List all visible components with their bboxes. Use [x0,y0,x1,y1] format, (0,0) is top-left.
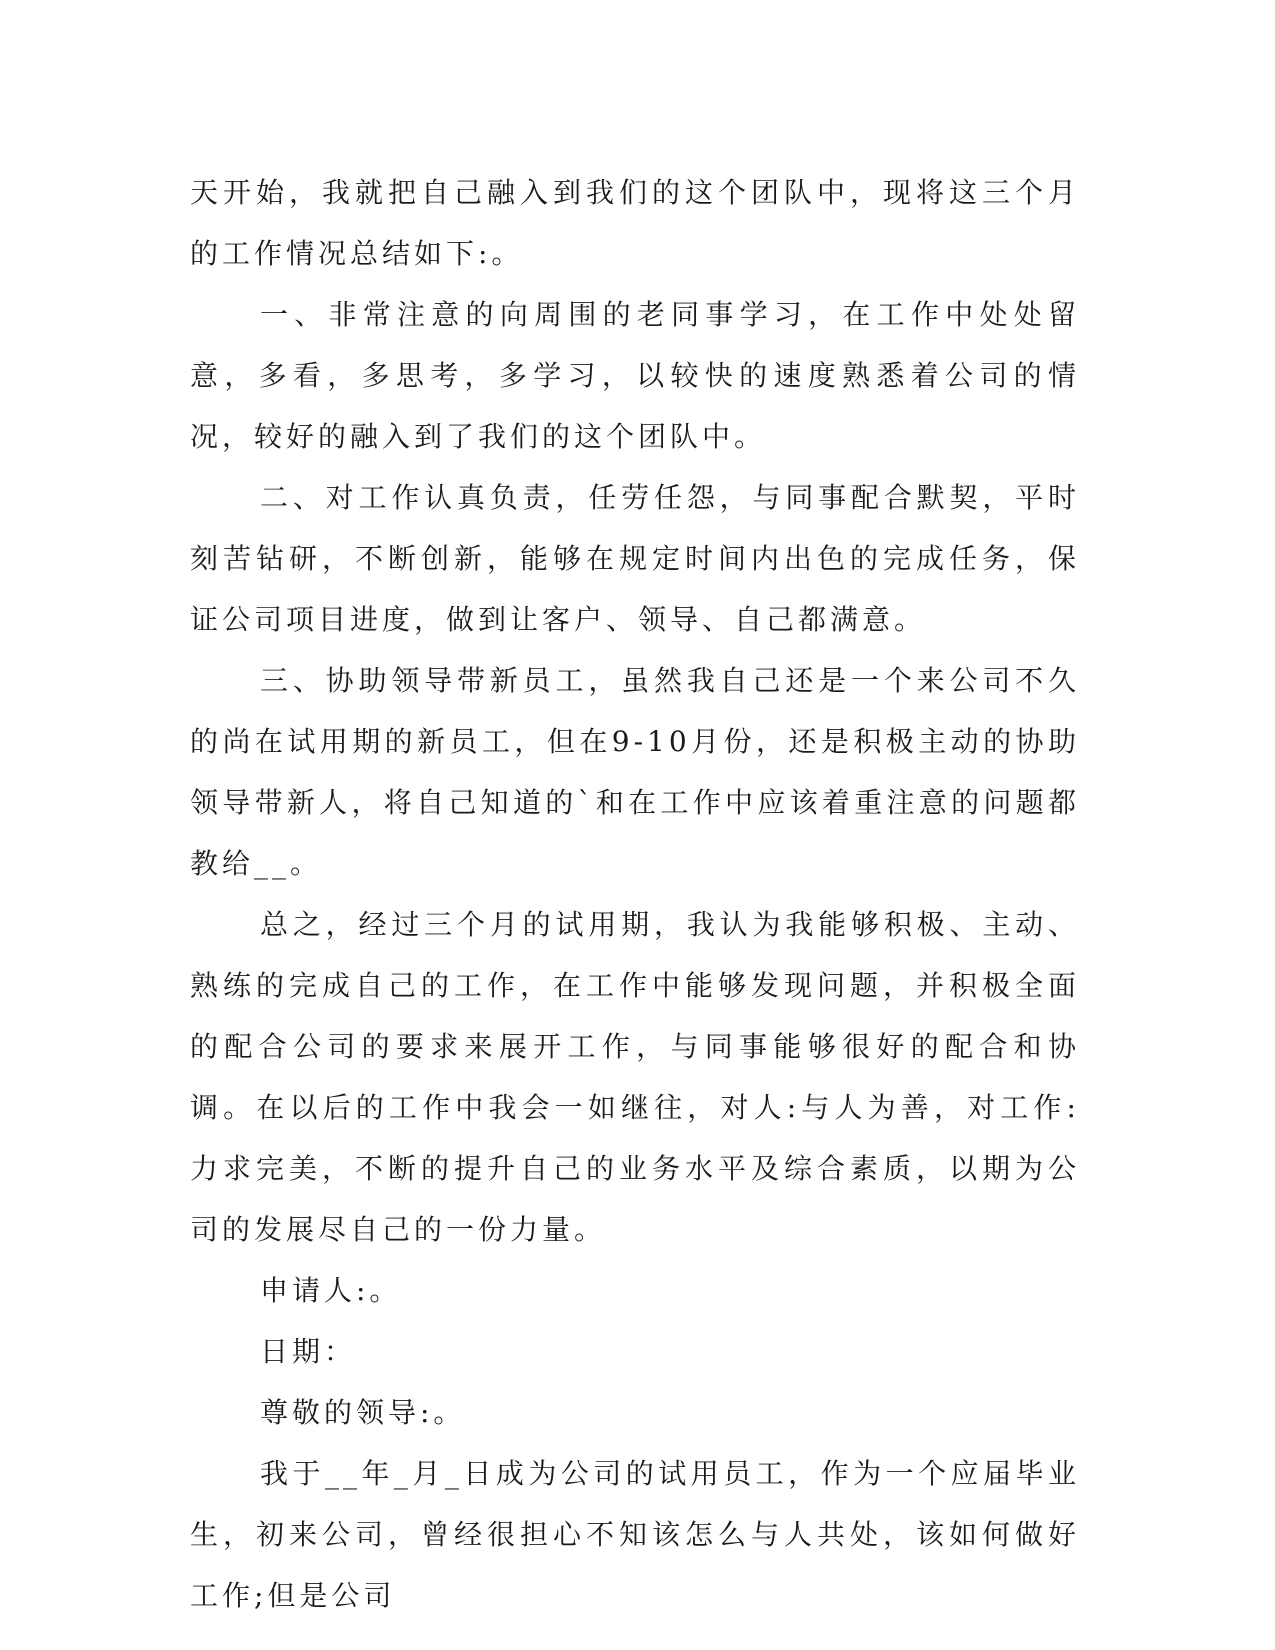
paragraph-point-two: 二、对工作认真负责，任劳任怨，与同事配合默契，平时刻苦钻研，不断创新，能够在规定时间内出色的完成任务，保证公司项目进度，做到让客户、领导、自己都满意。 [190,481,1080,636]
paragraph-intro-continuation: 天开始，我就把自己融入到我们的这个团队中，现将这三个月的工作情况总结如下:。 [190,176,1080,270]
paragraph-conclusion: 总之，经过三个月的试用期，我认为我能够积极、主动、熟练的完成自己的工作，在工作中能够发现问题，并积极全面的配合公司的要求来展开工作，与同事能够很好的配合和协调。在以后的工作中我会一如继往，对人:与人为善，对工作:力求完美，不断的提升自己的业务水平及综合素质，以期为公司的发展尽自己的一份力量。 [190,908,1080,1246]
document-body [190,162,1080,1626]
applicant-line: 申请人:。 [260,1274,402,1307]
paragraph-second-letter-opening: 我于__年_月_日成为公司的试用员工，作为一个应届毕业生，初来公司，曾经很担心不知该怎么与人共处，该如何做好工作;但是公司 [190,1457,1080,1612]
paragraph-point-three: 三、协助领导带新员工，虽然我自己还是一个来公司不久的尚在试用期的新员工，但在9-10月份，还是积极主动的协助领导带新人，将自己知道的`和在工作中应该着重注意的问题都教给__。 [190,664,1080,880]
paragraph-point-one: 一、非常注意的向周围的老同事学习，在工作中处处留意，多看，多思考，多学习，以较快的速度熟悉着公司的情况，较好的融入到了我们的这个团队中。 [190,298,1080,453]
date-line: 日期： [260,1335,357,1368]
salutation-line: 尊敬的领导:。 [260,1396,466,1429]
